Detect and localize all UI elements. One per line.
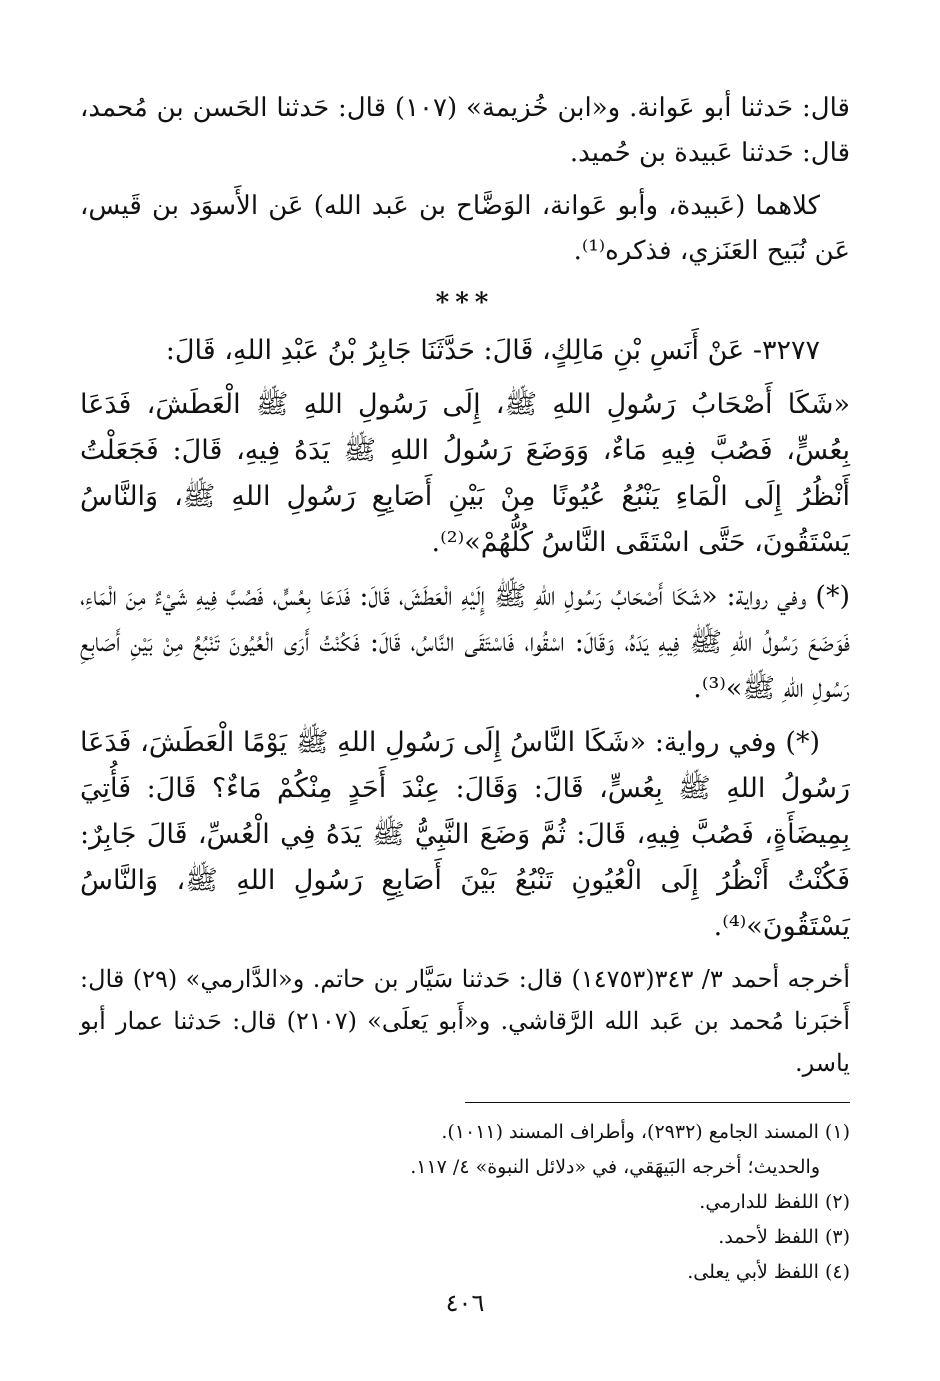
footnote-3: (٣) اللفظ لأحمد. xyxy=(718,1226,850,1248)
footnote-1: (١) المسند الجامع (٢٩٣٢)، وأطراف المسند (١٠١١). xyxy=(441,1121,850,1143)
page-number: ٤٠٦ xyxy=(445,1289,485,1317)
hadith-header: ٣٢٧٧- عَنْ أَنَسِ بْنِ مَالِكٍ، قَالَ: حَدَّثَنَا جَابِرُ بْنُ عَبْدِ اللهِ، قَالَ: xyxy=(165,335,820,366)
paragraph-common-link: كلاهما (عَبيدة، وأبو عَوانة، الوَضَّاح بن عَبد الله) عَن الأَسوَد بن قَيس، عَن نُبَيح العَنَزي، فذكره⁽¹⁾. xyxy=(80,191,850,266)
footnote-4: (٤) اللفظ لأبي يعلى. xyxy=(687,1261,850,1283)
section-separator: *** xyxy=(435,288,495,318)
footnote-divider xyxy=(465,1102,850,1103)
riwaya-2: (*) وفي رواية: «شَكَا النَّاسُ إِلَى رَسُولِ اللهِ ﷺ يَوْمًا الْعَطَشَ، فَدَعَا رَسُولُ اللهِ ﷺ بِعُسٍّ، قَالَ: وَقَالَ: عِنْدَ أَحَدٍ مِنْكُمْ مَاءٌ؟ قَالَ: فَأُتِيَ بِمِيضَأَةٍ، فَصُبَّ فِيهِ، قَالَ: ثُمَّ وَضَعَ النَّبِيُّ ﷺ يَدَهُ فِي الْعُسِّ، قَالَ جَابِرٌ: فَكُنْتُ أَنْظُرُ إِلَى الْعُيُونِ تَنْبُعُ بَيْنَ أَصَابِعِ رَسُولِ اللهِ ﷺ، وَالنَّاسُ يَسْتَقُونَ»⁽⁴⁾. xyxy=(80,727,850,942)
footnote-1-continuation: والحديث؛ أخرجه البَيهَقي، في «دلائل النبوة» ٤/ ١١٧. xyxy=(410,1156,820,1178)
document-page xyxy=(80,86,850,1376)
main-text xyxy=(80,86,850,950)
hadith-text: «شَكَا أَصْحَابُ رَسُولِ اللهِ ﷺ، إِلَى رَسُولِ اللهِ ﷺ الْعَطَشَ، فَدَعَا بِعُسٍّ، فَصُبَّ فِيهِ مَاءٌ، وَوَضَعَ رَسُولُ اللهِ ﷺ يَدَهُ فِيهِ، قَالَ: فَجَعَلْتُ أَنْظُرُ إِلَى الْمَاءِ يَنْبُعُ عُيُونًا مِنْ بَيْنِ أَصَابِعِ رَسُولِ اللهِ ﷺ، وَالنَّاسُ يَسْتَقُونَ، حَتَّى اسْتَقَى النَّاسُ كُلُّهُمْ»⁽²⁾. xyxy=(80,389,850,558)
footnote-2: (٢) اللفظ للدارمي. xyxy=(699,1191,850,1213)
footnotes xyxy=(80,1117,850,1288)
riwaya-1: (*) وفي رواية: «شَكَا أَصْحَابُ رَسُولِ اللهِ ﷺ إِلَيْهِ الْعَطَشَ، قَالَ: فَدَعَا بِعُسٍّ، فَصُبَّ فِيهِ شَيْءٌ مِنَ الْمَاءِ، فَوَضَعَ رَسُولُ اللهِ ﷺ فِيهِ يَدَهُ، وَقَالَ: اسْقُوا، فَاسْتَقَى النَّاسُ، قَالَ: فَكُنْتُ أَرَى الْعُيُونَ تَنْبُعُ مِنْ بَيْنِ أَصَابِعِ رَسُولِ اللهِ ﷺ»⁽³⁾. xyxy=(80,581,850,704)
source-paragraph: أخرجه أحمد ٣/ ٣٤٣(١٤٧٥٣) قال: حَدثنا سَيَّار بن حاتم. و«الدَّارمي» (٢٩) قال: أَخبَرنا مُحمد بن عَبد الله الرَّقاشي. و«أَبو يَعلَى» (٢١٠٧) قال: حَدثنا عمار أبو ياسر. xyxy=(80,965,851,1077)
paragraph-chain-of-narration: قال: حَدثنا أبو عَوانة. و«ابن خُزيمة» (١٠٧) قال: حَدثنا الحَسن بن مُحمد، قال: حَدثنا عَبيدة بن حُميد. xyxy=(80,93,850,168)
takhrij-source xyxy=(80,958,850,1084)
